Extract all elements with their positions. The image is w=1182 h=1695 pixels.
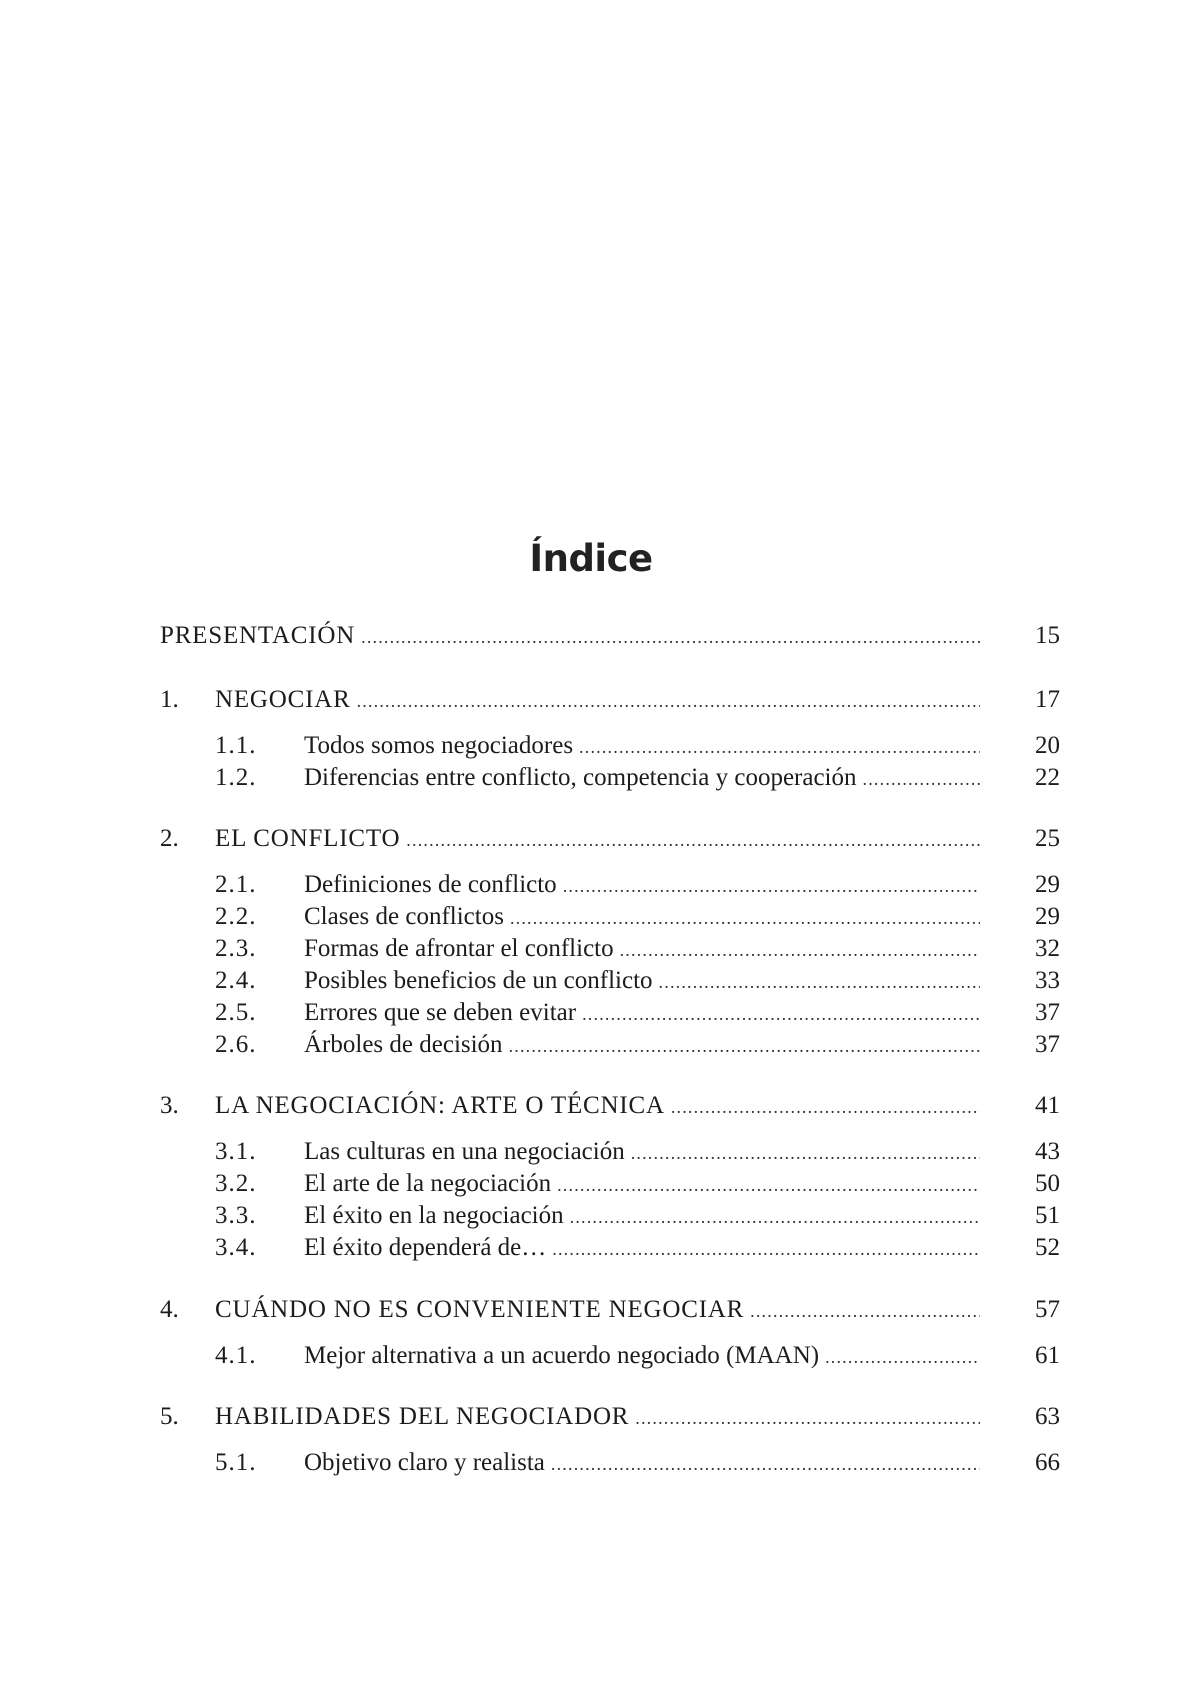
dot-leader	[582, 997, 980, 1031]
toc-chapter-2[interactable]	[160, 822, 1060, 856]
toc-section-number: 1.2.	[215, 764, 257, 791]
toc-page-number: 15	[1035, 622, 1060, 649]
toc-section-2-2[interactable]	[160, 900, 1060, 934]
toc-chapter-3[interactable]	[160, 1089, 1060, 1123]
toc-chapter-5[interactable]	[160, 1400, 1060, 1434]
toc-entry-label: El éxito dependerá de…	[304, 1234, 547, 1261]
toc-entry-presentacion[interactable]	[160, 619, 1060, 653]
toc-entry-label: LA NEGOCIACIÓN: ARTE O TÉCNICA	[215, 1092, 665, 1119]
dot-leader	[552, 1232, 980, 1266]
toc-chapter-number: 2.	[160, 825, 179, 852]
toc-page-number: 50	[1035, 1170, 1060, 1197]
dot-leader	[510, 901, 980, 935]
toc-section-1-2[interactable]	[160, 761, 1060, 795]
dot-leader	[557, 1168, 980, 1202]
toc-page-number: 51	[1035, 1202, 1060, 1229]
toc-entry-label: Errores que se deben evitar	[304, 999, 577, 1026]
toc-page-number: 17	[1035, 686, 1060, 713]
toc-section-2-1[interactable]	[160, 868, 1060, 902]
toc-section-4-1[interactable]	[160, 1339, 1060, 1373]
toc-entry-label: Todos somos negociadores	[304, 732, 574, 759]
toc-section-2-5[interactable]	[160, 996, 1060, 1030]
toc-section-number: 3.1.	[215, 1138, 257, 1165]
toc-chapter-number: 4.	[160, 1296, 179, 1323]
dot-leader	[551, 1447, 980, 1481]
toc-page-number: 20	[1035, 732, 1060, 759]
dot-leader	[509, 1029, 980, 1063]
toc-chapter-number: 5.	[160, 1403, 179, 1430]
toc-chapter-1[interactable]	[160, 683, 1060, 717]
toc-entry-label: PRESENTACIÓN	[160, 622, 356, 649]
dot-leader	[659, 965, 980, 999]
toc-chapter-4[interactable]	[160, 1293, 1060, 1327]
toc-entry-label: Diferencias entre conflicto, competencia y cooperación	[304, 764, 857, 791]
toc-section-3-3[interactable]	[160, 1199, 1060, 1233]
toc-page-number: 37	[1035, 999, 1060, 1026]
dot-leader	[825, 1340, 980, 1374]
dot-leader	[563, 869, 980, 903]
dot-leader	[635, 1401, 980, 1435]
toc-section-1-1[interactable]	[160, 729, 1060, 763]
toc-section-number: 2.2.	[215, 903, 257, 930]
dot-leader	[406, 823, 980, 857]
toc-page-number: 25	[1035, 825, 1060, 852]
toc-page-number: 37	[1035, 1031, 1060, 1058]
toc-page-number: 22	[1035, 764, 1060, 791]
dot-leader	[361, 620, 980, 654]
dot-leader	[579, 730, 980, 764]
toc-page-number: 32	[1035, 935, 1060, 962]
toc-page-number: 52	[1035, 1234, 1060, 1261]
toc-section-number: 5.1.	[215, 1449, 257, 1476]
toc-entry-label: El arte de la negociación	[304, 1170, 552, 1197]
toc-entry-label: EL CONFLICTO	[215, 825, 401, 852]
toc-section-2-3[interactable]	[160, 932, 1060, 966]
toc-section-number: 2.3.	[215, 935, 257, 962]
toc-section-number: 2.5.	[215, 999, 257, 1026]
toc-section-number: 3.3.	[215, 1202, 257, 1229]
toc-section-3-1[interactable]	[160, 1135, 1060, 1169]
toc-entry-label: Las culturas en una negociación	[304, 1138, 625, 1165]
dot-leader	[631, 1136, 980, 1170]
toc-section-5-1[interactable]	[160, 1446, 1060, 1480]
toc-page-number: 61	[1035, 1342, 1060, 1369]
toc-entry-label: CUÁNDO NO ES CONVENIENTE NEGOCIAR	[215, 1296, 745, 1323]
toc-chapter-number: 1.	[160, 686, 179, 713]
toc-entry-label: Definiciones de conflicto	[304, 871, 557, 898]
toc-page-number: 29	[1035, 871, 1060, 898]
toc-section-number: 4.1.	[215, 1342, 257, 1369]
toc-entry-label: HABILIDADES DEL NEGOCIADOR	[215, 1403, 630, 1430]
toc-section-3-2[interactable]	[160, 1167, 1060, 1201]
toc-entry-label: Posibles beneficios de un conflicto	[304, 967, 653, 994]
toc-entry-label: El éxito en la negociación	[304, 1202, 564, 1229]
toc-entry-label: Formas de afrontar el conflicto	[304, 935, 614, 962]
toc-section-number: 2.1.	[215, 871, 257, 898]
toc-section-2-6[interactable]	[160, 1028, 1060, 1062]
toc-section-number: 1.1.	[215, 732, 257, 759]
toc-page-number: 63	[1035, 1403, 1060, 1430]
toc-section-2-4[interactable]	[160, 964, 1060, 998]
toc-entry-label: NEGOCIAR	[215, 686, 351, 713]
toc-section-number: 3.4.	[215, 1234, 257, 1261]
dot-leader	[570, 1200, 980, 1234]
toc-page-number: 29	[1035, 903, 1060, 930]
dot-leader	[357, 684, 980, 718]
toc-page-number: 43	[1035, 1138, 1060, 1165]
toc-chapter-number: 3.	[160, 1092, 179, 1119]
toc-section-3-4[interactable]	[160, 1231, 1060, 1265]
toc-entry-label: Árboles de decisión	[304, 1031, 503, 1058]
toc-entry-label: Mejor alternativa a un acuerdo negociado (MAAN)	[304, 1342, 820, 1369]
dot-leader	[863, 762, 980, 796]
page-title: Índice	[529, 536, 653, 580]
toc-entry-label: Clases de conflictos	[304, 903, 504, 930]
dot-leader	[750, 1294, 980, 1328]
dot-leader	[620, 933, 980, 967]
toc-page-number: 33	[1035, 967, 1060, 994]
toc-section-number: 2.4.	[215, 967, 257, 994]
toc-section-number: 3.2.	[215, 1170, 257, 1197]
toc-entry-label: Objetivo claro y realista	[304, 1449, 545, 1476]
toc-page-number: 41	[1035, 1092, 1060, 1119]
dot-leader	[671, 1090, 980, 1124]
toc-page-number: 66	[1035, 1449, 1060, 1476]
toc-page-number: 57	[1035, 1296, 1060, 1323]
toc-section-number: 2.6.	[215, 1031, 257, 1058]
